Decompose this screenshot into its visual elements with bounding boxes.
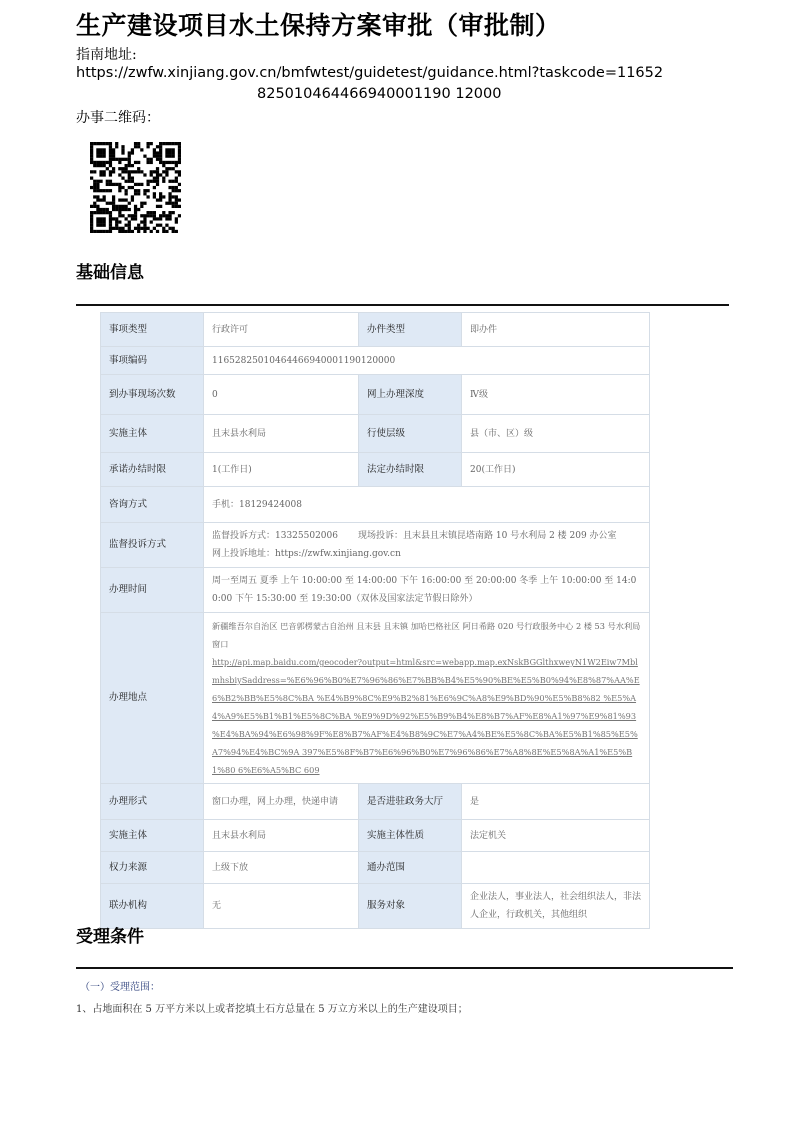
section-divider bbox=[76, 304, 729, 306]
field-value bbox=[204, 523, 650, 568]
guide-url-line-1[interactable]: https://zwfw.xinjiang.gov.cn/bmfwtest/guidetest/guidance.html?taskcode=11652 bbox=[76, 65, 664, 81]
complaint-online[interactable]: 网上投诉地址：https://zwfw.xinjiang.gov.cn bbox=[212, 549, 401, 559]
field-value: 县（市、区）级 bbox=[462, 415, 650, 453]
field-label: 权力来源 bbox=[101, 852, 204, 884]
field-label: 到办事现场次数 bbox=[101, 375, 204, 415]
field-value: 且末县水利局 bbox=[204, 415, 359, 453]
field-value: 无 bbox=[204, 884, 359, 929]
field-value: 行政许可 bbox=[204, 313, 359, 347]
field-label: 办件类型 bbox=[359, 313, 462, 347]
qr-code-label: 办事二维码： bbox=[76, 110, 160, 126]
field-value: 是 bbox=[462, 784, 650, 820]
field-label: 实施主体 bbox=[101, 415, 204, 453]
field-value: 1(工作日) bbox=[204, 453, 359, 487]
table-row bbox=[101, 375, 650, 415]
field-label: 事项编码 bbox=[101, 347, 204, 375]
field-value: 即办件 bbox=[462, 313, 650, 347]
basic-info-table bbox=[100, 312, 650, 929]
field-label: 通办范围 bbox=[359, 852, 462, 884]
guide-address-label: 指南地址: bbox=[76, 47, 137, 63]
field-label: 联办机构 bbox=[101, 884, 204, 929]
office-address: 新疆维吾尔自治区 巴音郭楞蒙古自治州 且末县 且末镇 加哈巴格社区 阿日希路 020 号行政服务中心 2 楼 53 号水利局窗口 bbox=[212, 621, 641, 649]
field-label: 办理时间 bbox=[101, 568, 204, 613]
field-value: 上级下放 bbox=[204, 852, 359, 884]
field-label: 行使层级 bbox=[359, 415, 462, 453]
field-value: 企业法人，事业法人，社会组织法人，非法人企业，行政机关，其他组织 bbox=[462, 884, 650, 929]
table-row bbox=[101, 568, 650, 613]
field-label: 事项类型 bbox=[101, 313, 204, 347]
table-row bbox=[101, 852, 650, 884]
field-value: Ⅳ级 bbox=[462, 375, 650, 415]
guide-url-line-2[interactable]: 825010464466940001190 12000 bbox=[257, 86, 502, 102]
table-row bbox=[101, 820, 650, 852]
conditions-heading: 受理条件 bbox=[76, 927, 144, 947]
table-row bbox=[101, 313, 650, 347]
field-label: 办理地点 bbox=[101, 613, 204, 784]
field-label: 咨询方式 bbox=[101, 487, 204, 523]
field-label: 服务对象 bbox=[359, 884, 462, 929]
section-divider bbox=[76, 967, 733, 969]
field-value: 0 bbox=[204, 375, 359, 415]
field-label: 承诺办结时限 bbox=[101, 453, 204, 487]
scope-label: （一）受理范围： bbox=[80, 982, 160, 993]
field-label: 法定办结时限 bbox=[359, 453, 462, 487]
table-row bbox=[101, 523, 650, 568]
field-value: 20(工作日) bbox=[462, 453, 650, 487]
table-row bbox=[101, 453, 650, 487]
page-title: 生产建设项目水土保持方案审批（审批制） bbox=[76, 11, 561, 40]
field-value: 窗口办理，网上办理，快递申请 bbox=[204, 784, 359, 820]
table-row bbox=[101, 884, 650, 929]
field-label: 实施主体 bbox=[101, 820, 204, 852]
scope-item-1: 1、占地面积在 5 万平方米以上或者挖填土石方总量在 5 万立方米以上的生产建设项目； bbox=[76, 1004, 468, 1015]
field-value bbox=[462, 852, 650, 884]
field-value: 且末县水利局 bbox=[204, 820, 359, 852]
field-label: 办理形式 bbox=[101, 784, 204, 820]
field-label: 网上办理深度 bbox=[359, 375, 462, 415]
complaint-phone: 监督投诉方式：13325502006 bbox=[212, 531, 338, 541]
table-row bbox=[101, 784, 650, 820]
table-row bbox=[101, 347, 650, 375]
field-value: 手机：18129424008 bbox=[204, 487, 650, 523]
complaint-onsite: 现场投诉：且末县且末镇昆塔南路 10 号水利局 2 楼 209 办公室 bbox=[358, 531, 617, 541]
field-value: 法定机关 bbox=[462, 820, 650, 852]
field-label: 是否进驻政务大厅 bbox=[359, 784, 462, 820]
field-label: 实施主体性质 bbox=[359, 820, 462, 852]
table-row bbox=[101, 613, 650, 784]
field-value bbox=[204, 613, 650, 784]
field-value: 11652825010464466940001190120000 bbox=[204, 347, 650, 375]
field-value: 周一至周五 夏季 上午 10:00:00 至 14:00:00 下午 16:00:00 至 20:00:00 冬季 上午 10:00:00 至 14:00:00 下午 15:30:00 至 19:30:00（双休及国家法定节假日除外） bbox=[204, 568, 650, 613]
table-row bbox=[101, 415, 650, 453]
table-row bbox=[101, 487, 650, 523]
qr-code-image bbox=[90, 142, 181, 233]
field-label: 监督投诉方式 bbox=[101, 523, 204, 568]
basic-info-heading: 基础信息 bbox=[76, 263, 144, 283]
map-link[interactable]: http://api.map.baidu.com/geocoder?output=html&src=webapp.map.exNskBGGlthxweyN1W2Eiw7MblmhsbiySaddress=%E6%96%B0%E7%96%86%E7%BB%B4%E5%90%BE%E5%B0%94%E8%87%AA%E6%B2%BB%E5%8C%BA %E4%B9%8C%E9%B2%81%E6%9C%A8%E9%BD%90%E5%B8%82 %E5%A4%A9%E5%B1%B1%E5%8C%BA %E9%9D%92%E5%B9%B4%E8%B7%AF%E8%A1%97%E9%81%93 %E4%BA%94%E6%98%9F%E8%B7%AF%E4%B8%9C%E7%A4%BE%E5%8C%BA%E5%B1%85%E5%A7%94%E4%BC%9A 397%E5%8F%B7%E6%96%B0%E7%96%86%E7%A8%8E%E5%8A%A1%E5%B1%80 6%E6%A5%BC 609 bbox=[212, 657, 640, 775]
